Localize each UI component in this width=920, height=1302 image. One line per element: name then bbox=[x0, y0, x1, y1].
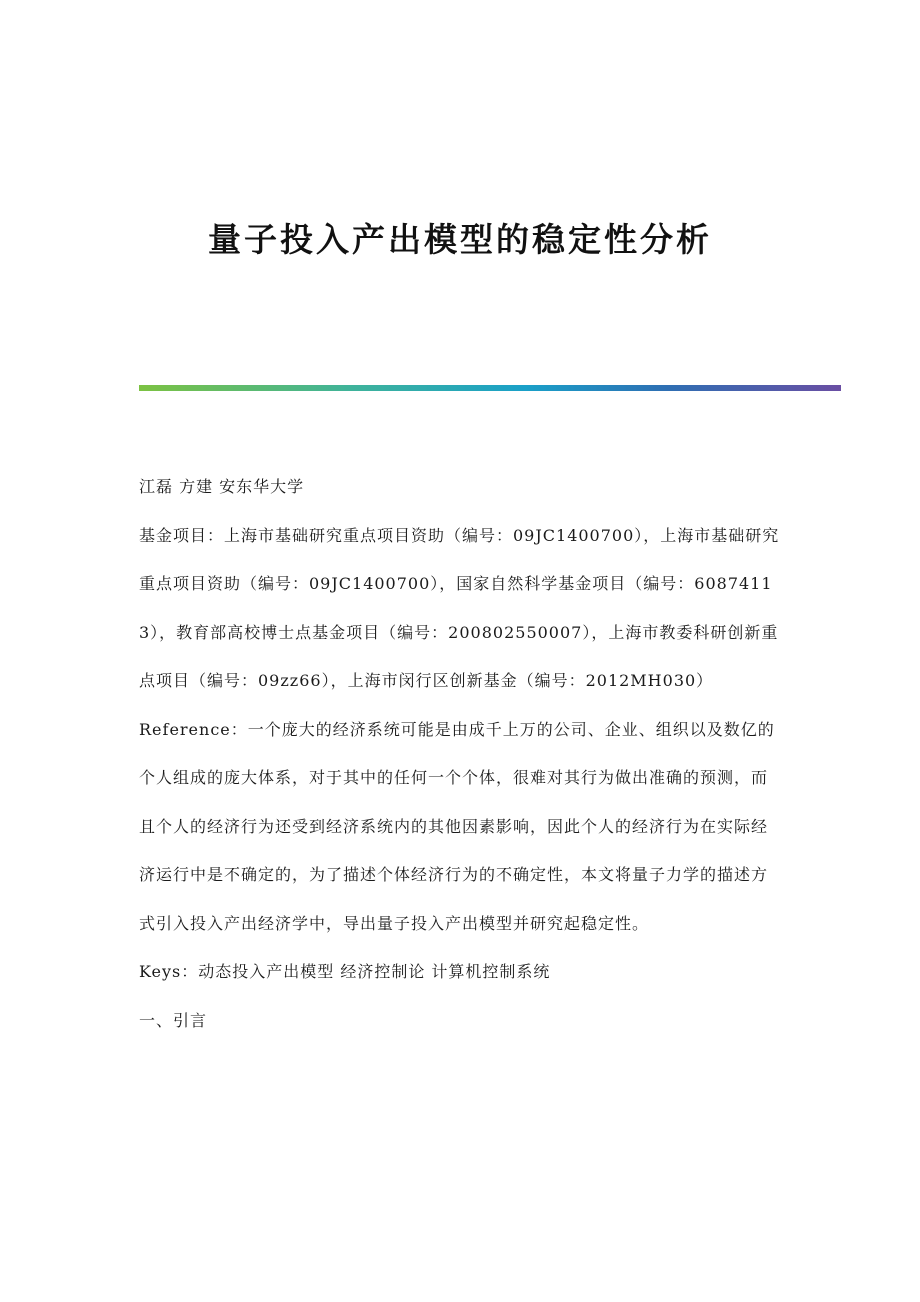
keywords-line: Keys：动态投入产出模型 经济控制论 计算机控制系统 bbox=[139, 962, 551, 981]
funding-paragraph: 基金项目：上海市基础研究重点项目资助（编号：09JC1400700），上海市基础研究重点项目资助（编号：09JC1400700），国家自然科学基金项目（编号：60874113），教育部高校博士点基金项目（编号：200802550007），上海市教委科研创新重点项目（编号：09zz66），上海市闵行区创新基金（编号：2012MH030） bbox=[139, 525, 780, 690]
abstract-paragraph: Reference：一个庞大的经济系统可能是由成千上万的公司、企业、组织以及数亿的个人组成的庞大体系，对于其中的任何一个个体，很难对其行为做出准确的预测，而且个人的经济行为还受到经济系统内的其他因素影响，因此个人的经济行为在实际经济运行中是不确定的，为了描述个体经济行为的不确定性，本文将量子力学的描述方式引入投入产出经济学中，导出量子投入产出模型并研究起稳定性。 bbox=[139, 719, 775, 933]
title-divider bbox=[139, 385, 841, 391]
document-body bbox=[139, 463, 784, 1045]
author-line: 江磊 方建 安东华大学 bbox=[139, 477, 305, 496]
section-heading: 一、引言 bbox=[139, 1010, 208, 1030]
page-title: 量子投入产出模型的稳定性分析 bbox=[208, 220, 712, 259]
